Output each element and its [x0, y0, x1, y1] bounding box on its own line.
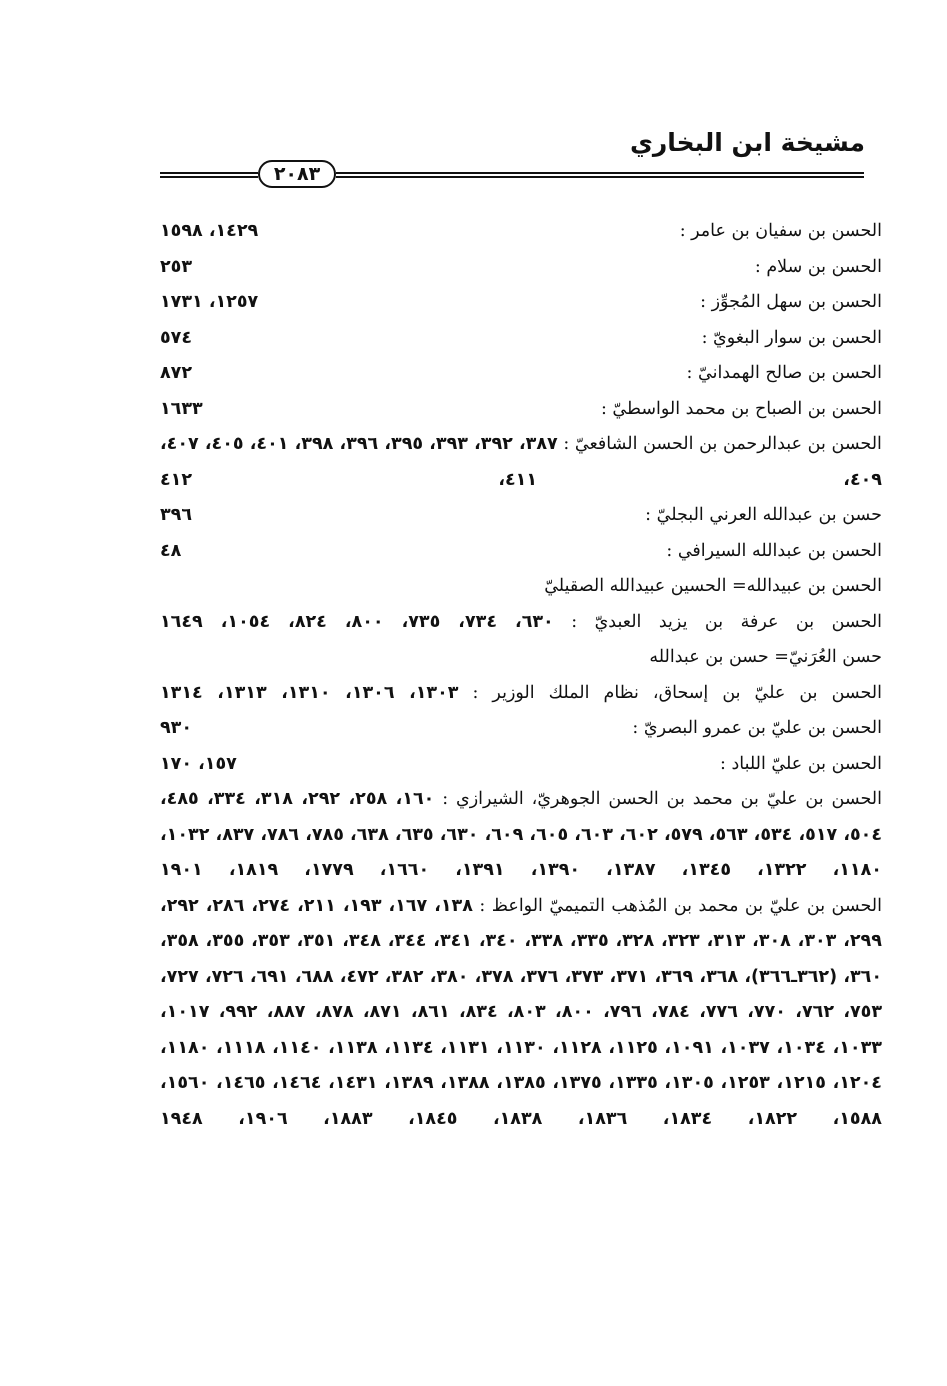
index-entry — [160, 711, 882, 747]
entry-name: الحسن بن عليّ اللباد : — [720, 753, 882, 774]
entry-name: الحسن بن سوار البغويّ : — [701, 327, 882, 348]
index-cross-reference — [160, 569, 882, 605]
entry-name: الحسن بن سلام : — [754, 256, 882, 277]
entry-name: الحسن بن الصباح بن محمد الواسطيّ : — [600, 398, 882, 419]
entry-pages: ١٥٧، ١٧٠ — [160, 753, 237, 774]
entry-pages: ١٣٨، ١٦٧، ١٩٣، ٢١١، ٢٧٤، ٢٨٦، ٢٩٢، ٢٩٩، ٣٠٣، ٣٠٨، ٣١٣، ٣٢٣، ٣٢٨، ٣٣٥، ٣٣٨، ٣٤٠، ٣٤١، ٣٤٤، ٣٤٨، ٣٥١، ٣٥٣، ٣٥٥، ٣٥٨، ٣٦٠، (٣٦٢ـ٣٦٦)، ٣٦٨، ٣٦٩، ٣٧١، ٣٧٣، ٣٧٦، ٣٧٨، ٣٨٠، ٣٨٢، ٤٧٢، ٦٨٨، ٦٩١، ٧٢٦، ٧٢٧، ٧٥٣، ٧٦٢، ٧٧٠، ٧٧٦، ٧٨٤، ٧٩٦، ٨٠٠، ٨٠٣، ٨٣٤، ٨٦١، ٨٧١، ٨٧٨، ٨٨٧، ٩٩٢، ١٠١٧، ١٠٣٣، ١٠٣٤، ١٠٣٧، ١٠٩١، ١١٢٥، ١١٢٨، ١١٣٠، ١١٣١، ١١٣٤، ١١٣٨، ١١٤٠، ١١١٨، ١١٨٠، ١٢٠٤، ١٢١٥، ١٢٥٣، ١٣٠٥، ١٣٣٥، ١٣٧٥، ١٣٨٥، ١٣٨٨، ١٣٨٩، ١٤٣١، ١٤٦٤، ١٤٦٥، ١٥٦٠، ١٥٨٨، ١٨٢٢، ١٨٣٤، ١٨٣٦، ١٨٣٨، ١٨٤٥، ١٨٨٣، ١٩٠٦، ١٩٤٨ — [160, 895, 883, 1129]
entry-pages: ٨٧٢ — [160, 363, 193, 383]
entry-pages: ٩٣٠ — [160, 718, 193, 738]
entry-pages: ١٦٣٣ — [160, 398, 203, 419]
index-entry — [160, 498, 882, 534]
index-entries — [160, 214, 882, 1137]
index-entry — [160, 214, 882, 250]
entry-name: الحسن بن عليّ بن عمرو البصريّ : — [632, 718, 882, 738]
index-entry — [160, 427, 882, 498]
entry-pages: ١٣٠٣، ١٣٠٦، ١٣١٠، ١٣١٣، ١٣١٤ — [160, 682, 459, 703]
entry-pages: ٤٨ — [160, 540, 182, 561]
index-entry — [160, 889, 882, 1138]
entry-pages: ٣٨٧، ٣٩٢، ٣٩٣، ٣٩٥، ٣٩٦، ٣٩٨، ٤٠١، ٤٠٥، ٤٠٧، ٤٠٩، ٤١١، ٤١٢ — [160, 434, 882, 490]
header-rule-right — [336, 172, 864, 178]
entry-name: الحسن بن عليّ بن إسحاق، نظام الملك الوزير : — [458, 682, 882, 703]
entry-name: حسن العُرَنيّ= حسن بن عبدالله — [649, 647, 882, 667]
index-entry — [160, 392, 882, 428]
header-rule-left — [160, 172, 258, 178]
entry-name: الحسن بن عرفة بن يزيد العبديّ : — [553, 611, 883, 632]
entry-name: الحسن بن عبيدالله= الحسين عبيدالله الصقيليّ — [544, 576, 882, 596]
entry-name: حسن بن عبدالله العرني البجليّ : — [645, 505, 882, 525]
index-entry — [160, 285, 882, 321]
entry-pages: ٥٧٤ — [160, 327, 193, 348]
book-title: مشيخة ابن البخاري — [629, 128, 865, 157]
index-entry — [160, 782, 882, 889]
entry-pages: ١٢٥٧، ١٧٣١ — [160, 292, 259, 312]
index-entry — [160, 321, 882, 357]
entry-name: الحسن بن عبدالرحمن بن الحسن الشافعيّ : — [557, 434, 882, 454]
entry-name: الحسن بن صالح الهمدانيّ : — [686, 363, 882, 383]
entry-pages: ٦٣٠، ٧٣٤، ٧٣٥، ٨٠٠، ٨٢٤، ١٠٥٤، ١٦٤٩ — [160, 611, 554, 632]
entry-pages: ٢٥٣ — [160, 256, 193, 277]
entry-name: الحسن بن عبدالله السيرافي : — [666, 540, 882, 561]
index-entry — [160, 676, 882, 712]
entry-pages: ٣٩٦ — [160, 505, 193, 525]
entry-pages: ١٦٠، ٢٥٨، ٢٩٢، ٣١٨، ٣٣٤، ٤٨٥، ٥٠٤، ٥١٧، ٥٣٤، ٥٦٣، ٥٧٩، ٦٠٢، ٦٠٣، ٦٠٥، ٦٠٩، ٦٣٠، ٦٣٥، ٦٣٨، ٧٨٥، ٧٨٦، ٨٣٧، ١٠٣٢، ١١٨٠، ١٣٢٢، ١٣٤٥، ١٣٨٧، ١٣٩٠، ١٣٩١، ١٦٦٠، ١٧٧٩، ١٨١٩، ١٩٠١ — [160, 789, 883, 880]
index-entry — [160, 747, 882, 783]
index-entry — [160, 605, 882, 641]
index-entry — [160, 356, 882, 392]
entry-name: الحسن بن عليّ بن محمد بن المُذهب التميميّ الواعظ : — [472, 895, 882, 916]
entry-name: الحسن بن سفيان بن عامر : — [679, 221, 882, 241]
index-entry — [160, 534, 882, 570]
page-number: ٢٠٨٣ — [258, 160, 336, 188]
entry-name: الحسن بن عليّ بن محمد بن الحسن الجوهريّ، الشيرازي : — [434, 789, 882, 809]
index-cross-reference — [160, 640, 882, 676]
entry-pages: ١٤٢٩، ١٥٩٨ — [160, 221, 259, 241]
index-entry — [160, 250, 882, 286]
entry-name: الحسن بن سهل المُجوِّز : — [700, 292, 882, 312]
